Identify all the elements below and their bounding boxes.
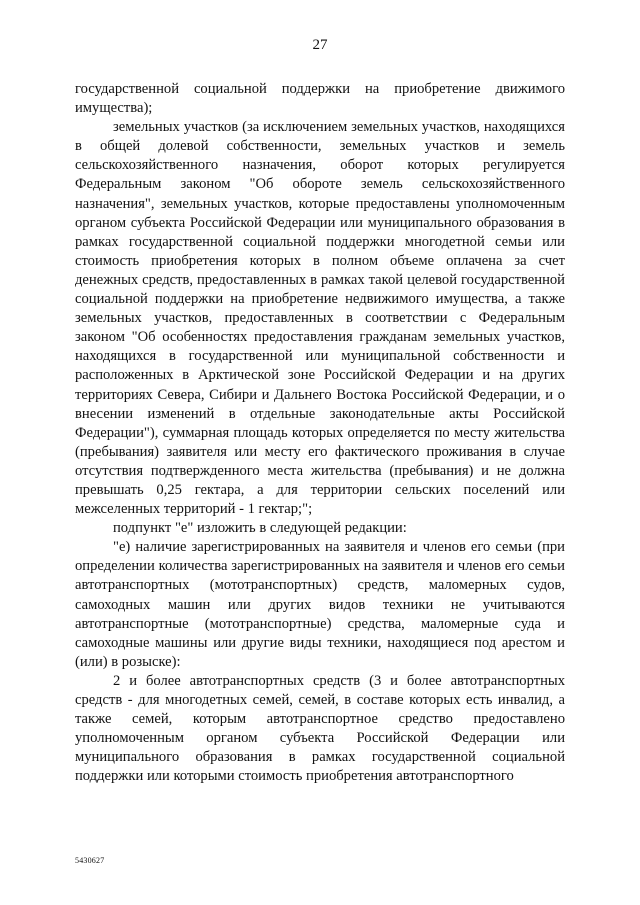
document-code: 5430627 [75,856,105,865]
page-number: 27 [312,37,328,53]
paragraph-continuation: государственной социальной поддержки на приобретение движимого имущества); [75,81,565,117]
paragraph-subpoint-e: "е) наличие зарегистрированных на заявителя и членов его семьи (при определении количества зарегистрированных на заявителя и членов его семьи автотранспортных (мототранспортных) средств, маломерных судов, самоходных машин или других видов техники не учитываются автотранспортные (мототранспортные) средства, маломерные суда и самоходные машины или другие виды техники, находящиеся под арестом и (или) в розыске): [75,539,565,670]
paragraph-land-plots: земельных участков (за исключением земельных участков, находящихся в общей долевой собственности, земельных участков и земель сельскохозяйственного назначения, оборот которых регулируется Федеральным законом "Об обороте земель сельскохозяйственного назначения", земельных участков, которые предоставлены уполномоченным органом субъекта Российской Федерации или муниципального образования в рамках государственной социальной поддержки многодетной семьи или стоимость приобретения которых в полном объеме оплачена за счет денежных средств, предоставленных в рамках такой целевой государственной социальной поддержки на приобретение недвижимого имущества, а также земельных участков, предоставленных в соответствии с Федеральным законом "Об особенностях предоставления гражданам земельных участков, находящихся в государственной или муниципальной собственности и расположенных в Арктической зоне Российской Федерации и на других территориях Севера, Сибири и Дальнего Востока Российской Федерации, и о внесении изменений в отдельные законодательные акты Российской Федерации"), суммарная площадь которых определяется по месту жительства (пребывания) заявителя или месту его фактического проживания в случае отсутствия подтвержденного места жительства (пребывания) и не должна превышать 0,25 гектара, а для территории сельских поселений или межселенных территорий - 1 гектар;"; [75,119,565,518]
document-body [75,80,565,786]
paragraph-vehicles: 2 и более автотранспортных средств (3 и более автотранспортных средств - для многодетных семей, семей, в составе которых есть инвалид, а также семей, которым автотранспортное средство предоставлено уполномоченным органом субъекта Российской Федерации или муниципального образования в рамках государственной социальной поддержки или которыми стоимость приобретения автотранспортного [75,672,565,785]
paragraph-subpoint-instruction: подпункт "е" изложить в следующей редакции: [113,520,407,537]
